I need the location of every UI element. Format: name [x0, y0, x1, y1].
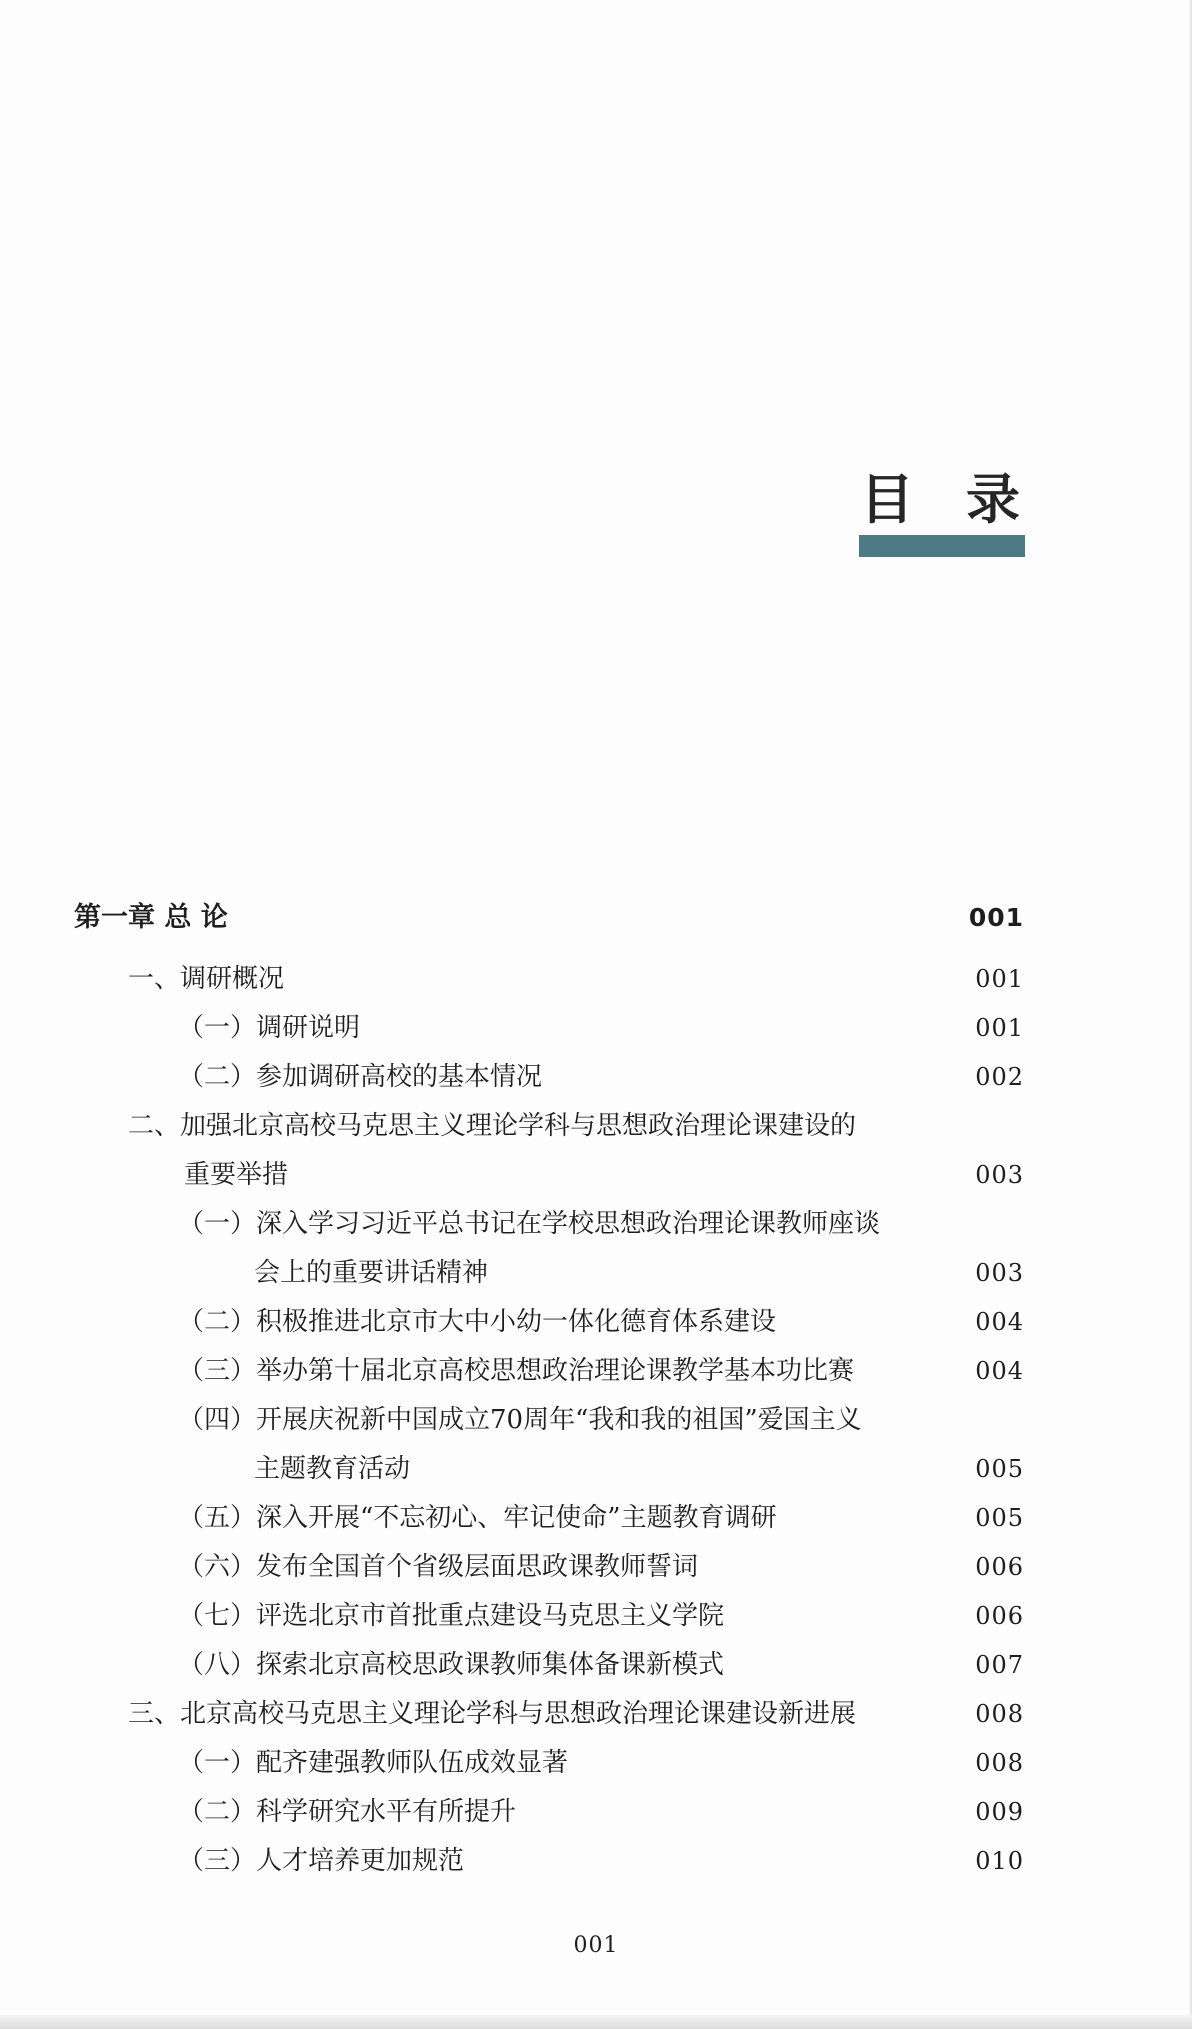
toc-entry-page: 001	[968, 903, 1024, 932]
toc-entry-subsection[interactable]	[0, 1495, 1192, 1541]
toc-entry-subsection[interactable]	[0, 1299, 1192, 1345]
toc-entry-page: 007	[975, 1651, 1024, 1679]
toc-entry-title: （三）人才培养更加规范	[178, 1846, 465, 1876]
toc-entry-subsection[interactable]	[0, 1838, 1192, 1884]
toc-entry-title: （一）配齐建强教师队伍成效显著	[178, 1748, 569, 1778]
toc-entry-page: 003	[975, 1161, 1024, 1189]
toc-entry-subsection[interactable]	[0, 1544, 1192, 1590]
toc-entry-title: （四）开展庆祝新中国成立70周年“我和我的祖国”爱国主义	[178, 1405, 862, 1435]
toc-entry-page: 002	[975, 1063, 1024, 1091]
toc-entry-subsection-continued[interactable]	[0, 1250, 1192, 1296]
toc-entry-page: 001	[975, 965, 1024, 993]
toc-entry-page: 004	[975, 1357, 1024, 1385]
toc-entry-title: （三）举办第十届北京高校思想政治理论课教学基本功比赛	[178, 1356, 855, 1386]
toc-entry-title: 重要举措	[184, 1160, 289, 1190]
toc-entry-title: 会上的重要讲话精神	[254, 1258, 489, 1288]
toc-entry-page: 005	[975, 1455, 1024, 1483]
toc-entry-section[interactable]	[0, 1691, 1192, 1737]
toc-entry-title: （一）调研说明	[178, 1013, 361, 1043]
toc-entry-title: （八）探索北京高校思政课教师集体备课新模式	[178, 1650, 725, 1680]
toc-entry-title: （二）参加调研高校的基本情况	[178, 1062, 543, 1092]
toc-entry-title: 第一章 总 论	[74, 902, 228, 933]
toc-entry-title: （二）科学研究水平有所提升	[178, 1797, 517, 1827]
toc-entry-title: （五）深入开展“不忘初心、牢记使命”主题教育调研	[178, 1503, 777, 1533]
toc-entry-subsection[interactable]	[0, 1348, 1192, 1394]
toc-entry-title: 三、北京高校马克思主义理论学科与思想政治理论课建设新进展	[128, 1699, 857, 1729]
toc-entry-page: 001	[975, 1014, 1024, 1042]
toc-entry-subsection[interactable]	[0, 1642, 1192, 1688]
toc-entry-page: 008	[975, 1749, 1024, 1777]
toc-entry-section[interactable]	[0, 956, 1192, 1002]
toc-entry-chapter-1[interactable]	[0, 895, 1192, 941]
toc-entry-page: 006	[975, 1602, 1024, 1630]
toc-entry-subsection-continued[interactable]	[0, 1446, 1192, 1492]
toc-entry-title: （七）评选北京市首批重点建设马克思主义学院	[178, 1601, 725, 1631]
toc-entry-subsection[interactable]	[0, 1005, 1192, 1051]
toc-entry-title: 二、加强北京高校马克思主义理论学科与思想政治理论课建设的	[128, 1111, 857, 1141]
toc-entry-subsection[interactable]	[0, 1593, 1192, 1639]
toc-entry-section[interactable]	[0, 1103, 1192, 1149]
toc-entry-title: 一、调研概况	[128, 964, 285, 994]
toc-entry-page: 010	[975, 1847, 1024, 1875]
toc-entry-section-continued[interactable]	[0, 1152, 1192, 1198]
toc-entry-title: 主题教育活动	[254, 1454, 411, 1484]
toc-entry-title: （六）发布全国首个省级层面思政课教师誓词	[178, 1552, 699, 1582]
toc-entry-subsection[interactable]	[0, 1054, 1192, 1100]
page-bottom-shadow	[0, 2015, 1192, 2029]
toc-heading-bar	[859, 535, 1025, 557]
toc-entry-subsection[interactable]	[0, 1789, 1192, 1835]
toc-entry-subsection[interactable]	[0, 1740, 1192, 1786]
toc-entry-page: 005	[975, 1504, 1024, 1532]
toc-entry-page: 003	[975, 1259, 1024, 1287]
toc-entry-page: 009	[975, 1798, 1024, 1826]
toc-entry-title: （二）积极推进北京市大中小幼一体化德育体系建设	[178, 1307, 777, 1337]
toc-entry-subsection[interactable]	[0, 1201, 1192, 1247]
toc-entry-page: 004	[975, 1308, 1024, 1336]
toc-heading: 目录	[860, 468, 1072, 531]
page-number: 001	[573, 1933, 619, 1958]
toc-entry-page: 008	[975, 1700, 1024, 1728]
toc-entry-page: 006	[975, 1553, 1024, 1581]
toc-entry-title: （一）深入学习习近平总书记在学校思想政治理论课教师座谈	[178, 1209, 881, 1239]
toc-entry-subsection[interactable]	[0, 1397, 1192, 1443]
